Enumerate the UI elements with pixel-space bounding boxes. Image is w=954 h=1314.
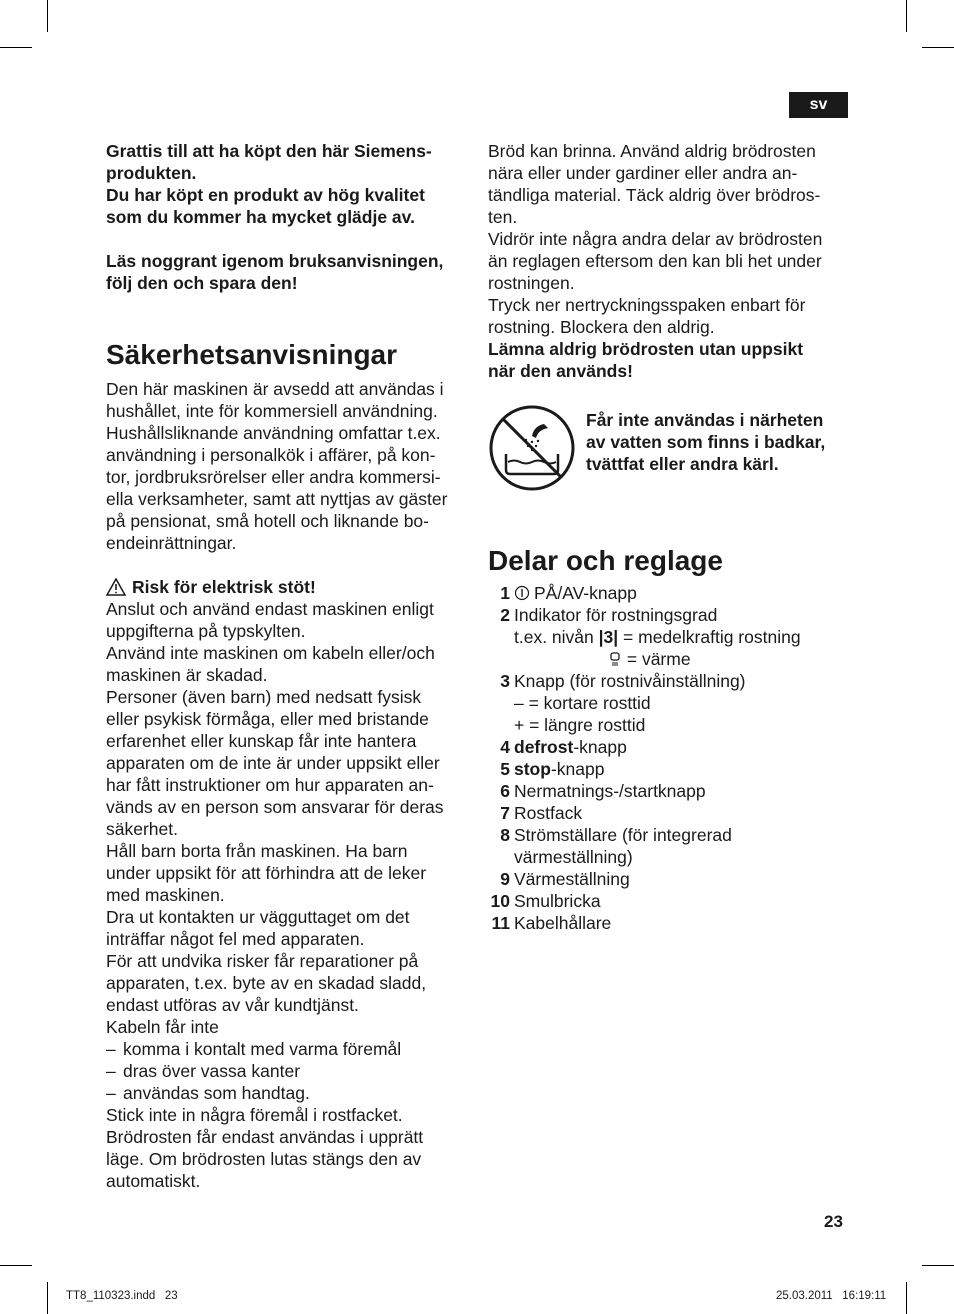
safety-paragraph: [488, 140, 853, 382]
left-column: [106, 140, 468, 1192]
no-water-icon: [488, 404, 576, 492]
text-line: automatiskt.: [106, 1171, 201, 1191]
text-line: Dra ut kontakten ur vägguttaget om det: [106, 907, 410, 927]
crop-mark: [47, 0, 48, 32]
intro-line: produkten.: [106, 163, 197, 183]
text-line: rostning. Blockera den aldrig.: [488, 317, 715, 337]
sub-line: + = längre rosttid: [514, 715, 646, 735]
text-line: apparaten, t.ex. byte av en skadad sladd,: [106, 973, 427, 993]
sub-bold: |3|: [598, 627, 619, 647]
item-number: 1: [500, 583, 510, 603]
intro-line: följ den och spara den!: [106, 273, 298, 293]
crop-mark: [0, 1265, 32, 1266]
text-line: nära eller under gardiner eller andra an-: [488, 163, 798, 183]
item-text: Rostfack: [514, 803, 583, 823]
item-number: 11: [491, 913, 510, 933]
safety-paragraph: [106, 598, 468, 1038]
text-line: endeinrättningar.: [106, 533, 237, 553]
item-number: 7: [500, 803, 510, 823]
sub-text: = värme: [622, 649, 691, 669]
text-line: maskinen är skadad.: [106, 665, 268, 685]
item-number: 8: [500, 825, 510, 845]
item-text: Nermatnings-/startknapp: [514, 781, 706, 801]
text-line: tor, jordbruksrörelser eller andra kommersi-: [106, 467, 441, 487]
crop-mark: [0, 47, 32, 48]
list-item: [488, 670, 853, 692]
footer-file-info: TT8_110323.indd 23: [66, 1290, 178, 1302]
item-text: Indikator för rostningsgrad: [514, 605, 718, 625]
text-line: uppgifterna på typskylten.: [106, 621, 306, 641]
list-item-text: komma i kontalt med varma föremål: [123, 1039, 402, 1059]
safety-heading: Säkerhetsanvisningar: [106, 339, 398, 370]
sub-line: – = kortare rosttid: [514, 693, 651, 713]
water-warning: [488, 404, 853, 492]
text-line: Den här maskinen är avsedd att användas i: [106, 379, 444, 399]
text-line: Kabeln får inte: [106, 1017, 219, 1037]
parts-heading: Delar och reglage: [488, 545, 723, 576]
sub-text: t.ex. nivån: [514, 627, 599, 647]
list-item: [488, 758, 853, 780]
list-item-text: användas som handtag.: [123, 1083, 310, 1103]
list-item: [488, 824, 853, 846]
crop-mark: [906, 1282, 907, 1314]
text-line: tvättfat eller andra kärl.: [586, 454, 779, 474]
water-warning-text: [586, 409, 825, 492]
text-line: Hushållsliknande användning omfattar t.ex.: [106, 423, 441, 443]
text-line: Personer (även barn) med nedsatt fysisk: [106, 687, 422, 707]
list-item-text: dras över vassa kanter: [123, 1061, 301, 1081]
crop-mark: [47, 1282, 48, 1314]
item-number: 2: [500, 605, 510, 625]
item-text: Kabelhållare: [514, 913, 612, 933]
item-bold: defrost: [514, 737, 574, 757]
footer-date: 25.03.2011 16:19:11: [776, 1290, 887, 1302]
bun-warming-icon: [608, 651, 622, 667]
warning-heading: [106, 576, 468, 598]
safety-paragraph: [106, 1104, 468, 1192]
intro-line: Läs noggrant igenom bruksanvisningen,: [106, 251, 444, 271]
sub-line: [488, 648, 853, 670]
intro-line: Grattis till att ha köpt den här Siemens-: [106, 141, 432, 161]
right-column: [488, 140, 853, 934]
list-item: [488, 802, 853, 824]
intro-line: som du kommer ha mycket glädje av.: [106, 207, 415, 227]
text-line: apparaten om de inte är under uppsikt eller: [106, 753, 440, 773]
crop-mark: [922, 47, 954, 48]
list-item: [488, 604, 853, 626]
list-item: [488, 582, 853, 604]
text-line: Vidrör inte några andra delar av brödrosten: [488, 229, 823, 249]
list-item: [488, 912, 853, 934]
text-line: hushållet, inte för kommersiell användning.: [106, 401, 438, 421]
text-line: än reglagen eftersom den kan bli het under: [488, 251, 822, 271]
safety-paragraph: [106, 378, 468, 554]
text-line: har fått instruktioner om hur apparaten an-: [106, 775, 434, 795]
list-item: [488, 890, 853, 912]
item-bold: stop: [514, 759, 551, 779]
text-line: när den används!: [488, 361, 633, 381]
text-line: säkerhet.: [106, 819, 178, 839]
dash-list: [106, 1038, 468, 1104]
list-item: [488, 736, 853, 758]
language-badge: sv: [789, 92, 848, 118]
text-line: Bröd kan brinna. Använd aldrig brödrosten: [488, 141, 816, 161]
sub-text: = medelkraftig rostning: [618, 627, 801, 647]
text-line: endast utföras av vår kundtjänst.: [106, 995, 359, 1015]
list-item: [488, 868, 853, 890]
warning-triangle-icon: [106, 578, 126, 596]
item-text: Strömställare (för integrerad: [514, 825, 732, 845]
text-line: eller psykisk förmåga, eller med bristande: [106, 709, 429, 729]
text-line: Tryck ner nertryckningsspaken enbart för: [488, 295, 806, 315]
parts-list: [488, 582, 853, 934]
crop-mark: [906, 0, 907, 32]
text-line: läge. Om brödrosten lutas stängs den av: [106, 1149, 422, 1169]
text-line: ten.: [488, 207, 518, 227]
item-text: Smulbricka: [514, 891, 601, 911]
text-line: För att undvika risker får reparationer på: [106, 951, 419, 971]
power-icon: [514, 585, 530, 601]
item-number: 6: [500, 781, 510, 801]
item-number: 10: [490, 891, 510, 911]
item-text: Värmeställning: [514, 869, 630, 889]
item-text: PÅ/AV-knapp: [534, 583, 637, 603]
text-line: Brödrosten får endast användas i upprätt: [106, 1127, 424, 1147]
list-item: – dras över vassa kanter: [106, 1061, 301, 1081]
text-line: Stick inte in några föremål i rostfacket.: [106, 1105, 403, 1125]
text-line: med maskinen.: [106, 885, 225, 905]
item-number: 5: [500, 759, 510, 779]
warning-title: Risk för elektrisk stöt!: [132, 577, 316, 597]
list-item: – komma i kontalt med varma föremål: [106, 1039, 402, 1059]
text-line: rostningen.: [488, 273, 575, 293]
text-line: inträffar något fel med apparaten.: [106, 929, 365, 949]
text-line: användning i personalkök i affärer, på kon-: [106, 445, 436, 465]
text-line: på pensionat, små hotell och liknande bo-: [106, 511, 429, 531]
item-number: 4: [500, 737, 510, 757]
text-line: under uppsikt för att förhindra att de leker: [106, 863, 427, 883]
text-line: Använd inte maskinen om kabeln eller/och: [106, 643, 435, 663]
intro-text: [106, 140, 468, 294]
text-line: tändliga material. Täck aldrig över brödros-: [488, 185, 821, 205]
sub-line: värmeställning): [514, 847, 633, 867]
item-text: Knapp (för rostnivåinställning): [514, 671, 746, 691]
item-number: 3: [500, 671, 510, 691]
item-text: -knapp: [550, 759, 605, 779]
text-line: ella verksamheter, samt att nyttjas av gäster: [106, 489, 448, 509]
text-line: Anslut och använd endast maskinen enligt: [106, 599, 434, 619]
list-item: – användas som handtag.: [106, 1083, 310, 1103]
page-number: 23: [824, 1212, 843, 1231]
text-line: av vatten som finns i badkar,: [586, 432, 826, 452]
item-number: 9: [500, 869, 510, 889]
sub-line: [488, 626, 853, 648]
item-text: -knapp: [573, 737, 627, 757]
text-line: erfarenhet eller kunskap får inte hantera: [106, 731, 417, 751]
crop-mark: [922, 1265, 954, 1266]
text-line: Får inte användas i närheten: [586, 410, 824, 430]
text-line: Lämna aldrig brödrosten utan uppsikt: [488, 339, 804, 359]
text-line: vänds av en person som ansvarar för deras: [106, 797, 444, 817]
intro-line: Du har köpt en produkt av hög kvalitet: [106, 185, 425, 205]
list-item: [488, 780, 853, 802]
text-line: Håll barn borta från maskinen. Ha barn: [106, 841, 408, 861]
